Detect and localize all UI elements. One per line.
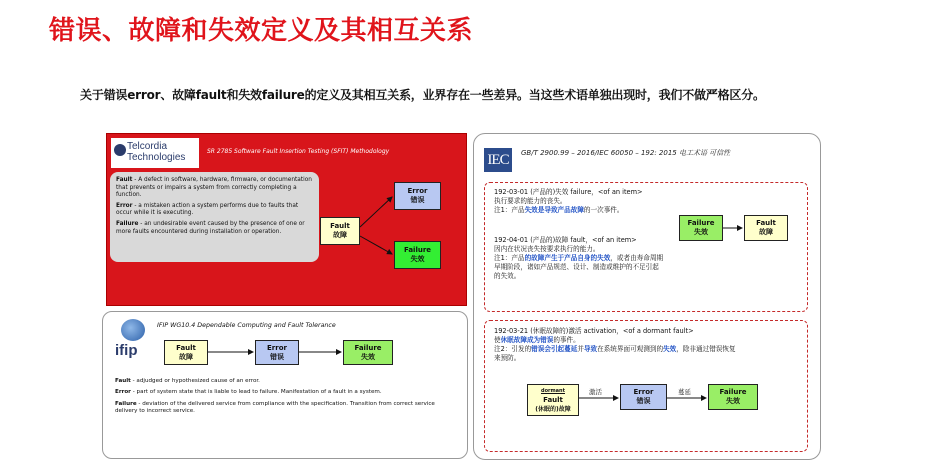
activation-label: 激活 [589, 388, 602, 396]
telcordia-error-node: Error 错误 [394, 182, 441, 210]
ifip-failure-node: Failure 失效 [343, 340, 393, 365]
ifip-logo: ifip [115, 342, 138, 359]
ifip-definitions [115, 378, 455, 420]
page-title: 错误、故障和失效定义及其相互关系 [49, 16, 474, 46]
telcordia-def-error: Error - a mistaken action a system performs due to faults that occur while it is executing. [116, 202, 299, 217]
iec-dormant-fault-node: dormant Fault (休眠的)故障 [527, 384, 579, 416]
ifip-def-error: Error - part of system state that is liable to lead to failure. Manifestation of a fault in a system. [115, 389, 382, 396]
telcordia-def-fault: Fault - A defect in software, hardware, firmware, or documentation that prevents or impairs a system from correctly completing a function. [116, 177, 312, 199]
iec-activation-definition: 使休眠故障成为错误的事件。 [494, 336, 580, 344]
iec-failure-node: Failure 失效 [679, 215, 723, 241]
ifip-def-fault: Fault - adjudged or hypothesized cause of an error. [115, 378, 260, 384]
telcordia-panel [106, 133, 467, 306]
propagation-label: 蔓延 [678, 388, 691, 396]
ifip-title: IFIP WG10.4 Dependable Computing and Fault Tolerance [157, 322, 336, 329]
iec-fault-note: 注1：产品的故障产生于产品自身的失效，或者由寿命周期 [494, 254, 664, 262]
iec-activation-note: 注2：引发的错误会引起蔓延并导致在系统界面可观测到的失效，除非通过错误恢复 [494, 345, 736, 353]
ifip-def-failure: Failure - deviation of the delivered service from compliance with the specification. Transition from correct service delivery to incorrect service. [115, 400, 435, 415]
iec-failure-heading: 192-03-01 (产品的)失效 failure，<of an item> [494, 188, 643, 196]
iec-fault-note-line3: 的失效。 [494, 272, 521, 280]
iec-activation-heading: 192-03-21 (休眠故障的)激活 activation，<of a dormant fault> [494, 327, 694, 335]
iec-failure-definition: 执行要求的能力的丧失。 [494, 197, 567, 205]
telcordia-standard-title: SR 2785 Software Fault Insertion Testing (SFIT) Methodology [207, 148, 390, 155]
iec-fault-heading: 192-04-01 (产品的)故障 fault，<of an item> [494, 236, 637, 244]
telcordia-logo-icon [114, 144, 126, 156]
ifip-panel [102, 311, 468, 459]
iec-failure-node-2: Failure 失效 [708, 384, 758, 410]
iec-logo: IEC [484, 148, 512, 172]
globe-icon [121, 319, 145, 341]
iec-failure-note: 注1：产品失效是导致产品故障的一次事件。 [494, 206, 624, 214]
iec-fault-node: Fault 故障 [744, 215, 788, 241]
ifip-fault-node: Fault 故障 [164, 340, 208, 365]
telcordia-logo-line2: Technologies [127, 152, 186, 163]
telcordia-logo-line1: Telcordia [127, 141, 168, 152]
iec-standard-title: GB/T 2900.99 – 2016/IEC 60050 – 192: 2015 电工术语 可信性 [521, 149, 731, 157]
ifip-error-node: Error 错误 [255, 340, 299, 365]
telcordia-logo [111, 138, 199, 168]
telcordia-definitions [110, 172, 319, 262]
telcordia-def-failure: Failure - an undesirable event caused by the presence of one or more faults encountered during installation or operation. [116, 220, 305, 235]
telcordia-fault-node: Fault 故障 [320, 217, 360, 245]
iec-fault-note-line2: 早期阶段，诸如产品规范、设计、制造或维护的不足引起 [494, 263, 659, 271]
iec-fault-definition: 因内在状况丧失按要求执行的能力。 [494, 245, 600, 253]
telcordia-failure-node: Failure 失效 [394, 241, 441, 269]
page-subtitle: 关于错误error、故障fault和失效failure的定义及其相互关系，业界存在一些差异。当这些术语单独出现时，我们不做严格区分。 [80, 88, 765, 102]
iec-activation-note-line2: 来预防。 [494, 354, 521, 362]
iec-error-node: Error 错误 [620, 384, 667, 410]
